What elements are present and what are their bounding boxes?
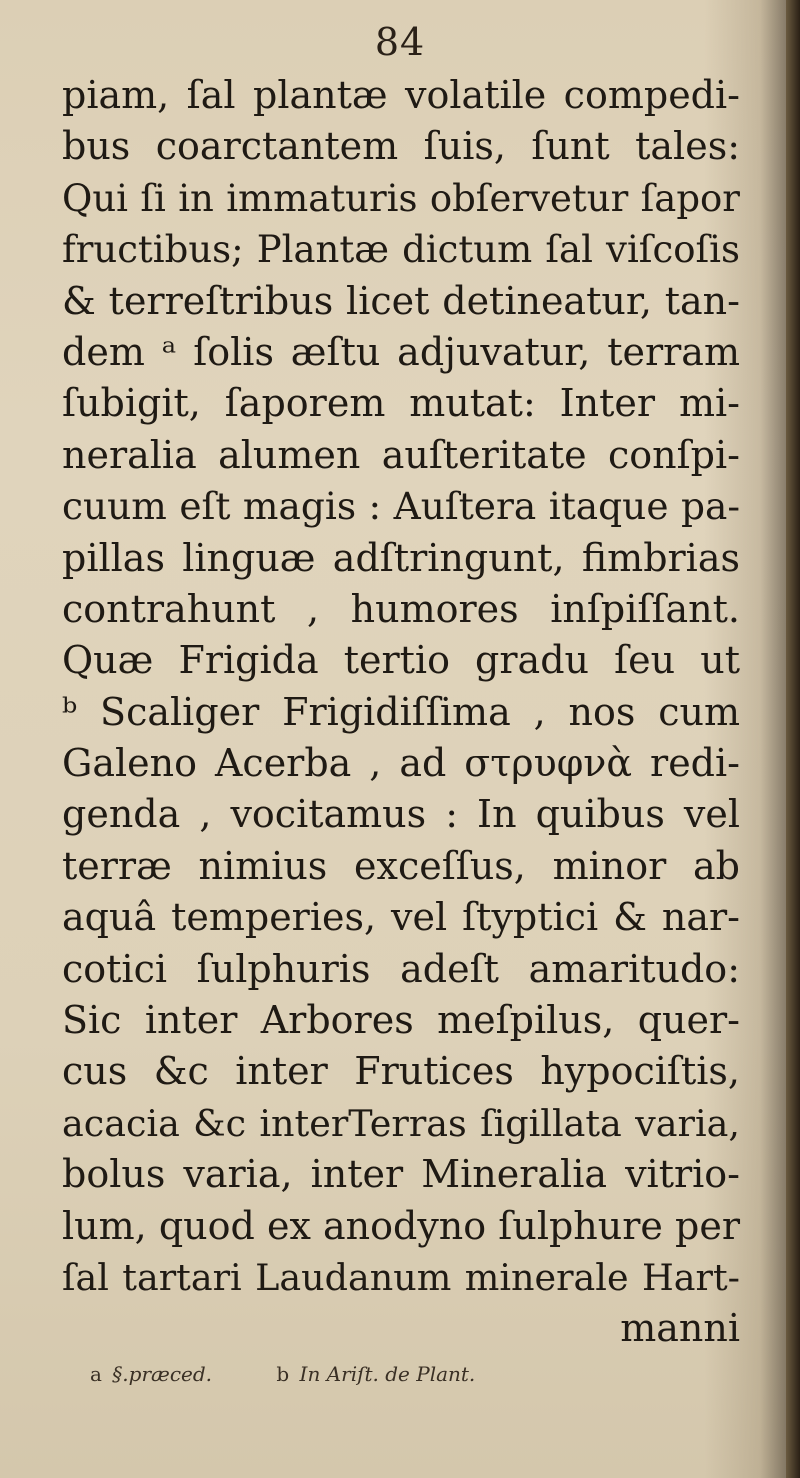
text-line: contrahunt , humores inſpiſſant.	[62, 586, 740, 631]
text-line: & terreſtribus licet detineatur, tan-	[62, 278, 740, 323]
text-line: terræ nimius exceſſus, minor ab	[62, 843, 740, 888]
text-line: acacia &c interTerras ſigillata varia,	[62, 1101, 740, 1145]
text-line: bolus varia, inter Mineralia vitrio-	[62, 1152, 740, 1197]
text-line: bus coarctantem ſuis, ſunt tales:	[62, 124, 740, 169]
footnote-b	[276, 1362, 475, 1386]
footnotes	[90, 1362, 533, 1386]
footnote-a-text: §.præced.	[112, 1362, 213, 1386]
text-line: Galeno Acerba , ad στρυφνὰ redi-	[62, 741, 740, 786]
footnote-a-mark: a	[90, 1362, 102, 1386]
text-line: aquâ temperies, vel ſtyptici & nar-	[62, 895, 740, 940]
text-line: Qui ſi in immaturis obſervetur ſapor	[62, 176, 740, 220]
text-line: pillas linguæ adſtringunt, fimbrias	[62, 535, 740, 580]
footnote-b-mark: b	[276, 1362, 290, 1386]
text-line: dem ᵃ ſolis æſtu adjuvatur, terram	[62, 329, 740, 374]
page-number: 84	[374, 20, 426, 64]
text-line: ſubigit, ſaporem mutat: Inter mi-	[62, 381, 740, 426]
footnote-a	[90, 1362, 218, 1386]
text-line: cus &c inter Frutices hypociſtis,	[62, 1049, 740, 1094]
text-line: piam, ſal plantæ volatile compedi-	[62, 73, 740, 117]
text-line: neralia alumen auſteritate conſpi-	[62, 432, 740, 477]
text-line: lum, quod ex anodyno ſulphure per	[62, 1203, 740, 1248]
text-line: ſal tartari Laudanum minerale Hart-	[62, 1255, 740, 1299]
text-line: fructibus; Plantæ dictum ſal viſcoſis	[62, 228, 740, 272]
text-line: cuum eſt magis : Auſtera itaque pa-	[62, 484, 740, 529]
text-line: genda , vocitamus : In quibus vel	[62, 792, 740, 837]
text-line: ᵇ Scaliger Frigidiſſima , nos cum	[62, 689, 740, 734]
footnote-b-text: In Ariſt. de Plant.	[299, 1362, 476, 1386]
text-body	[62, 70, 740, 1355]
book-spine-shadow	[786, 0, 800, 1478]
text-line: Sic inter Arbores meſpilus, quer-	[62, 998, 740, 1043]
text-line: cotici ſulphuris adeſt amaritudo:	[62, 946, 740, 991]
catchword: manni	[620, 1306, 740, 1351]
text-line: Quæ Frigida tertio gradu ſeu ut	[62, 638, 740, 683]
